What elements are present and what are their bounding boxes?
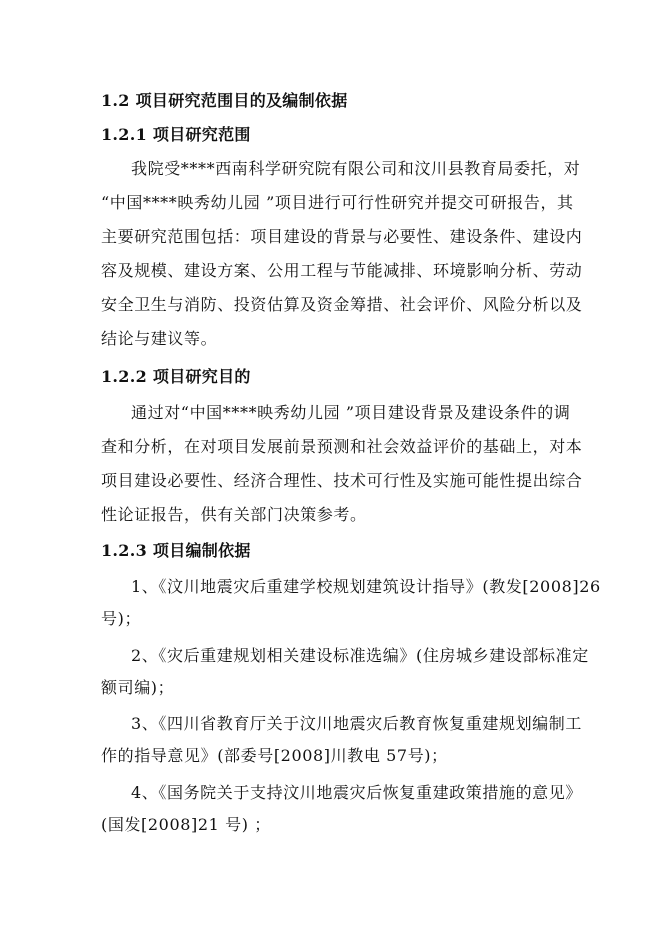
basis-item-4-line-2: (国发[2008]21 号) ； <box>101 815 271 834</box>
basis-item-3-line-2: 作的指导意见》(部委号[2008]川教电 57号)； <box>101 746 448 765</box>
basis-item-1-line-2: 号)； <box>101 609 142 628</box>
purpose-line-2: 查和分析，在对项目发展前景预测和社会效益评价的基础上，对本 <box>101 437 583 456</box>
scope-line-5: 安全卫生与消防、投资估算及资金筹措、社会评价、风险分析以及 <box>101 295 583 314</box>
purpose-line-4: 性论证报告，供有关部门决策参考。 <box>101 505 367 524</box>
subsection-heading-basis: 1.2.3 项目编制依据 <box>101 541 251 560</box>
basis-item-2-line-1: 2、《灾后重建规划相关建设标准选编》(住房城乡建设部标准定 <box>131 646 589 665</box>
basis-item-4-line-1: 4、《国务院关于支持汶川地震灾后恢复重建政策措施的意见》 <box>131 783 582 802</box>
basis-item-3-line-1: 3、《四川省教育厅关于汶川地震灾后教育恢复重建规划编制工 <box>131 714 582 733</box>
basis-item-2-line-2: 额司编)； <box>101 678 175 697</box>
scope-line-4: 容及规模、建设方案、公用工程与节能减排、环境影响分析、劳动 <box>101 261 583 280</box>
purpose-line-3: 项目建设必要性、经济合理性、技术可行性及实施可能性提出综合 <box>101 471 583 490</box>
basis-item-1-line-1: 1、《汶川地震灾后重建学校规划建筑设计指导》(教发[2008]26 <box>131 577 601 596</box>
purpose-line-1: 通过对“中国****映秀幼儿园 ”项目建设背景及建设条件的调 <box>131 403 571 422</box>
scope-line-2: “中国****映秀幼儿园 ”项目进行可行性研究并提交可研报告，其 <box>101 193 574 212</box>
scope-line-3: 主要研究范围包括：项目建设的背景与必要性、建设条件、建设内 <box>101 227 583 246</box>
subsection-heading-purpose: 1.2.2 项目研究目的 <box>101 367 251 386</box>
scope-line-1: 我院受****西南科学研究院有限公司和汶川县教育局委托，对 <box>131 159 581 178</box>
section-title: 1.2 项目研究范围目的及编制依据 <box>101 91 348 110</box>
scope-line-6: 结论与建议等。 <box>101 329 218 348</box>
subsection-heading-scope: 1.2.1 项目研究范围 <box>101 125 251 144</box>
